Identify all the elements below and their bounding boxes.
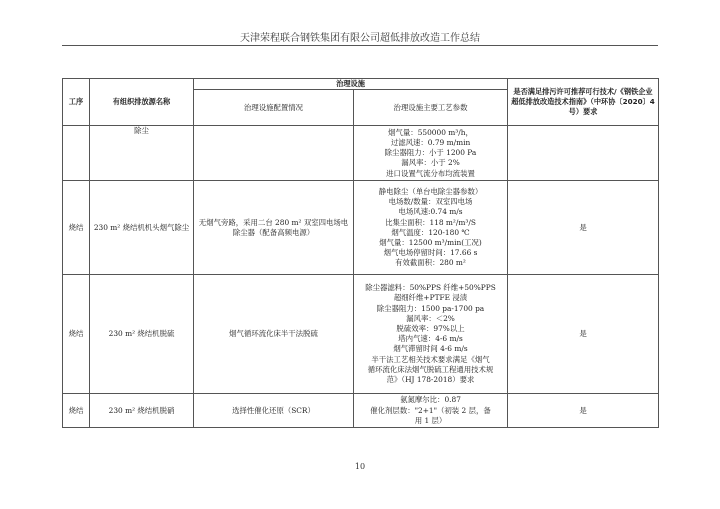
cell-config: 无烟气旁路，采用二台 280 m² 双室四电场电除尘器（配备高频电源）	[194, 181, 354, 275]
header-params: 治理设施主要工艺参数	[354, 90, 508, 126]
header-process: 工序	[63, 79, 90, 126]
cell-compliance	[508, 126, 659, 181]
page-header-title: 天津荣程联合钢铁集团有限公司超低排放改造工作总结	[240, 33, 480, 44]
cell-source: 230 m² 烧结机脱硫	[90, 275, 194, 394]
table-row	[63, 394, 659, 428]
cell-compliance: 是	[508, 275, 659, 394]
cell-params: 静电除尘（单台电除尘器参数） 电场数/数量：双室四电场 电场风速:0.74 m/s 比集尘面积：118 m²/m³/S 烟气温度：120-180 ℃ 烟气量：12500 m³/min(工况) 烟气电场停留时间：17.66 s 有效截面积：280 m²	[354, 181, 508, 275]
cell-process: 烧结	[63, 275, 90, 394]
cell-source: 230 m² 烧结机脱硝	[90, 394, 194, 428]
cell-source: 230 m² 烧结机机头烟气除尘	[90, 181, 194, 275]
cell-source: 除尘	[90, 126, 194, 181]
cell-config	[194, 126, 354, 181]
cell-config: 烟气循环流化床半干法脱硫	[194, 275, 354, 394]
header-compliance: 是否满足排污许可推荐可行技术/《钢铁企业超低排放改造技术指南》（中环协〔2020〕4号）要求	[508, 79, 659, 126]
cell-params: 烟气量：550000 m³/h， 过滤风速：0.79 m/min 除尘器阻力：小于 1200 Pa 漏风率：小于 2% 进口设置气流分布均流装置	[354, 126, 508, 181]
header-facilities: 治理设施	[194, 79, 508, 90]
header-config: 治理设施配置情况	[194, 90, 354, 126]
cell-process: 烧结	[63, 394, 90, 428]
page-number: 10	[354, 462, 366, 471]
cell-params: 氨氮摩尔比：0.87 催化剂层数："2+1"（初装 2 层，备 用 1 层）	[354, 394, 508, 428]
cell-params: 除尘器滤料：50%PPS 纤维+50%PPS 超细纤维+PTFE 浸渍 除尘器阻力：1500 pa-1700 pa 漏风率：＜2% 脱硫效率：97%以上 塔内气速：4-6 m/s 烟气滞留时间 4-6 m/s 半干法工艺相关技术要求满足《烟气 循环流化床法烟气脱硫工程通用技术规 范》（HJ 178-2018）要求	[354, 275, 508, 394]
table-row	[63, 126, 659, 181]
header-source: 有组织排放源名称	[90, 79, 194, 126]
table-row	[63, 181, 659, 275]
cell-compliance: 是	[508, 181, 659, 275]
emission-facilities-table	[62, 78, 659, 428]
cell-process: 烧结	[63, 181, 90, 275]
header-rule	[62, 45, 658, 46]
cell-process	[63, 126, 90, 181]
table-row	[63, 275, 659, 394]
cell-config: 选择性催化还原（SCR）	[194, 394, 354, 428]
cell-compliance: 是	[508, 394, 659, 428]
